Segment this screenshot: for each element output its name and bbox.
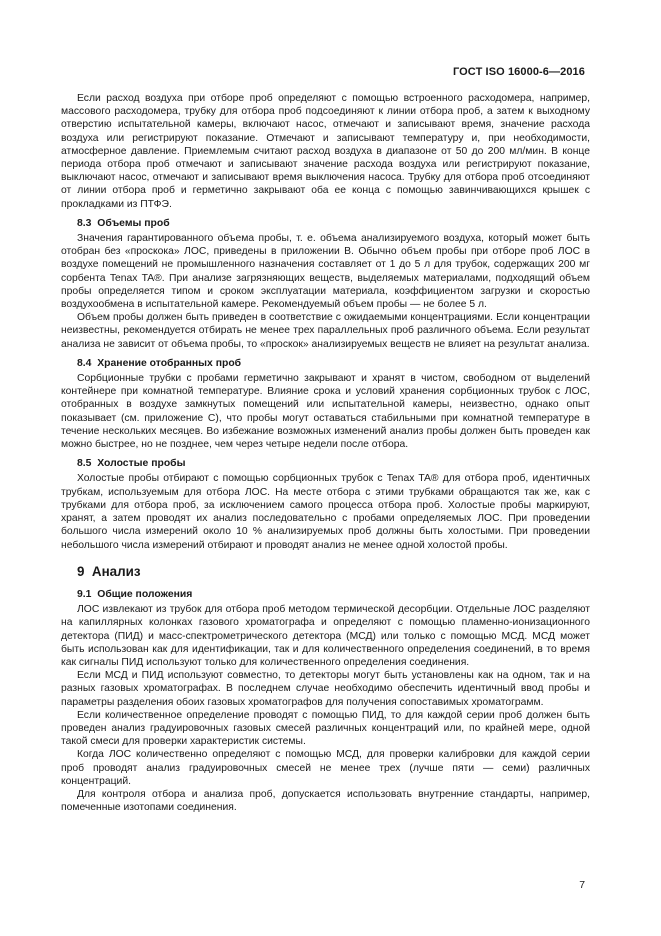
section-number: 9.1: [77, 588, 92, 600]
section-title: Общие положения: [97, 588, 193, 600]
paragraph: Значения гарантированного объема пробы, т. е. объема анализируемого воздуха, который может быть отобран без «проскока» ЛОС, приведены в приложении В. Обычно объем пробы при отборе проб ЛОС в воздухе помещений не промышленного назначения составляет от 1 до 5 л для трубок, содержащих 200 мг сорбента Tenax TA®. При анализе загрязняющих веществ, выделяемых материалами, подходящий объем пробы определяется типом и сроком эксплуатации материала, коэффициентом загрузки и скоростью воздухообмена в испытательной камере. Рекомендуемый объем пробы — не более 5 л.: [61, 233, 590, 311]
section-title: Объемы проб: [97, 217, 170, 229]
section-heading-9-1: [77, 588, 590, 601]
chapter-heading-9: [77, 565, 590, 578]
page-number: 7: [579, 880, 585, 891]
section-number: 8.3: [77, 217, 92, 229]
chapter-number: 9: [77, 563, 85, 579]
paragraph: Если количественное определение проводят с помощью ПИД, то для каждой серии проб должен быть проведен анализ градуировочных газовых смесей различных концентраций или, по крайней мере, одной такой смеси для проверки характеристик системы.: [61, 709, 590, 748]
paragraph: Когда ЛОС количественно определяют с помощью МСД, для проверки калибровки для каждой серии проб проводят анализ градуировочных смесей не менее трех (лучше пяти — семи) различных концентраций.: [61, 749, 590, 787]
section-heading-8-4: [77, 357, 590, 370]
paragraph: ЛОС извлекают из трубок для отбора проб методом термической десорбции. Отдельные ЛОС разделяют на капиллярных колонках газового хроматографа и определяют с помощью пламенно-ионизационного детектора (ПИД) и масс-спектрометрического детектора (МСД) или только с помощью МСД. МСД может быть использован как для идентификации, так и для количественного определения соединений, в то время как сигналы ПИД используют только для количественного определения соединения.: [61, 604, 590, 668]
section-title: Холостые пробы: [97, 458, 186, 470]
paragraph: Холостые пробы отбирают с помощью сорбционных трубок с Tenax TA® для отбора проб, идентичных трубкам, используемым для отбора ЛОС. На месте отбора с этими трубками обращаются так же, как с трубками для отбора проб, за исключением самого процесса отбора проб. Холостые пробы маркируют, хранят, а затем проводят их анализ последовательно с пробами определяемых ЛОС. При проведении большого числа измерений около 10 % анализируемых проб должны быть холостыми. При проведении небольшого числа измерений отбирают и проводят анализ не менее одной холостой пробы.: [61, 473, 590, 551]
document-body: [61, 92, 590, 814]
paragraph: Если расход воздуха при отборе проб определяют с помощью встроенного расходомера, например, массового расходомера, трубку для отбора проб подсоединяют к линии отбора проб, а затем к выходному отверстию испытательной камеры, включают насос, отмечают и записывают время, значение расхода воздуха или регистрируют показание. Отмечают и записывают температуру и, при необходимости, атмосферное давление. Приемлемым считают расход воздуха в диапазоне от 50 до 200 мл/мин. В конце периода отбора проб отмечают и записывают значение расхода воздуха или регистрируют показание, выключают насос, отмечают и записывают время выключения насоса. Трубку для отбора проб отсоединяют от линии отбора проб и герметично закрывают оба ее конца с помощью завинчивающихся крышек с прокладками из ПТФЭ.: [61, 93, 590, 210]
section-number: 8.4: [77, 357, 92, 369]
section-title: Хранение отобранных проб: [97, 357, 242, 369]
paragraph: Объем пробы должен быть приведен в соответствие с ожидаемыми концентрациями. Если концентрации неизвестны, рекомендуется отбирать не менее трех параллельных проб различного объема. Если результат анализа не зависит от объема пробы, то «проскок» анализируемых веществ не влияет на результат анализа.: [61, 312, 590, 350]
section-heading-8-3: [77, 217, 590, 230]
section-number: 8.5: [77, 458, 92, 470]
paragraph: Сорбционные трубки с пробами герметично закрывают и хранят в чистом, свободном от выделений контейнере при комнатной температуре. Влияние срока и условий хранения сорбционных трубок с ЛОС, отобранных в воздухе замкнутых помещений или испытательной камеры, неизвестно, однако опыт показывает (см. приложение С), что пробы могут оставаться стабильными при комнатной температуре в течение нескольких месяцев. Во избежание возможных изменений анализ пробы должен быть проведен как можно быстрее, но не позднее, чем через четыре недели после отбора.: [61, 373, 590, 451]
section-heading-8-5: [77, 457, 590, 470]
paragraph: Для контроля отбора и анализа проб, допускается использовать внутренние стандарты, например, помеченные изотопами соединения.: [61, 788, 590, 814]
paragraph: Если МСД и ПИД используют совместно, то детекторы могут быть установлены как на одном, так и на разных газовых хроматографах. В последнем случае необходимо обеспечить идентичный ввод пробы и параметры разделения обоих газовых хроматографов для получения сопоставимых хроматограмм.: [61, 670, 590, 708]
chapter-title: Анализ: [91, 563, 141, 579]
document-code: ГОСТ ISO 16000-6—2016: [452, 66, 585, 78]
